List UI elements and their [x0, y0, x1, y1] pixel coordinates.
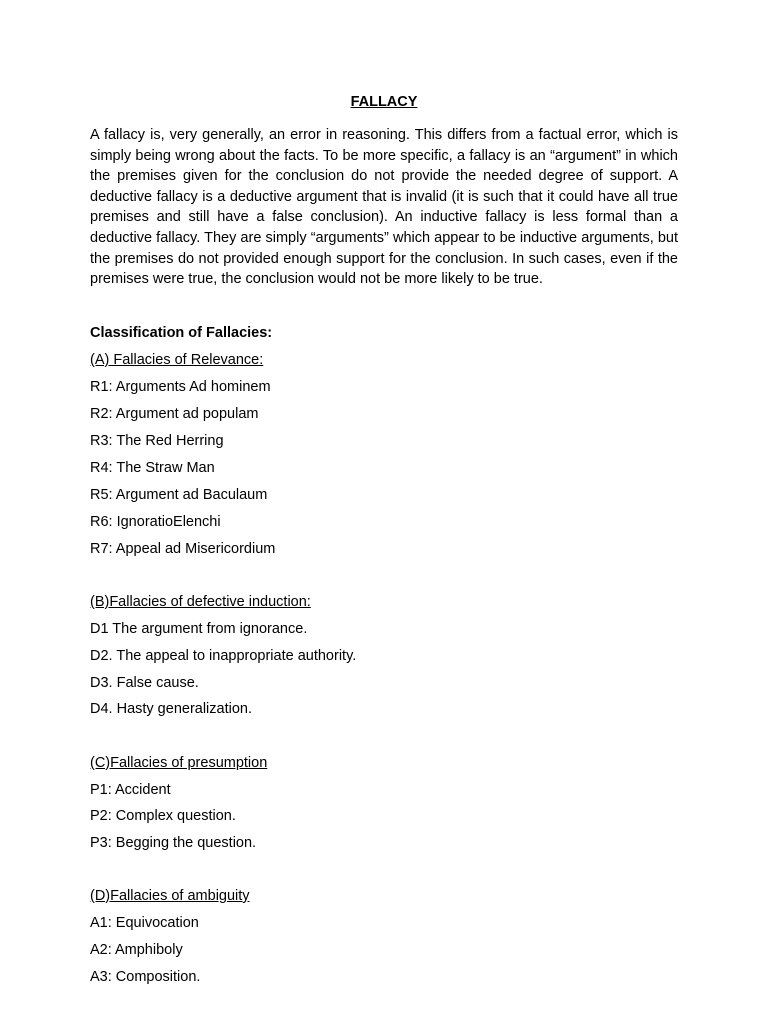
list-item: P1: Accident [90, 782, 171, 798]
list-item: R4: The Straw Man [90, 460, 215, 476]
list-item: R7: Appeal ad Misericordium [90, 541, 276, 557]
list-item: A2: Amphiboly [90, 942, 183, 958]
list-item: R5: Argument ad Baculaum [90, 487, 268, 503]
list-item: R6: IgnoratioElenchi [90, 514, 221, 530]
list-item: R3: The Red Herring [90, 433, 224, 449]
list-item: R1: Arguments Ad hominem [90, 379, 271, 395]
section-heading-ambiguity: (D)Fallacies of ambiguity [90, 888, 250, 904]
list-item: P2: Complex question. [90, 808, 236, 824]
section-heading-relevance: (A) Fallacies of Relevance: [90, 352, 264, 368]
section-heading-defective-induction: (B)Fallacies of defective induction: [90, 594, 311, 610]
classification-heading: Classification of Fallacies: [90, 325, 273, 341]
list-item: A3: Composition. [90, 969, 201, 985]
document-title: FALLACY [350, 94, 418, 110]
intro-paragraph: A fallacy is, very generally, an error in reasoning. This differs from a factual error, which is simply being wrong about the facts. To be more specific, a fallacy is an “argument” in which the premises given for the conclusion do not provide the needed degree of support. A deductive fallacy is a deductive argument that is invalid (it is such that it could have all true premises and still have a false conclusion). An inductive fallacy is less formal than a deductive fallacy. They are simply “arguments” which appear to be inductive arguments, but the premises do not provided enough support for the conclusion. In such cases, even if the premises were true, the conclusion would not be more likely to be true. [90, 127, 678, 288]
list-item: D1 The argument from ignorance. [90, 621, 308, 637]
list-item: D2. The appeal to inappropriate authority. [90, 648, 357, 664]
list-item: D3. False cause. [90, 675, 199, 691]
list-item: D4. Hasty generalization. [90, 701, 252, 717]
section-heading-presumption: (C)Fallacies of presumption [90, 755, 268, 771]
list-item: R2: Argument ad populam [90, 406, 259, 422]
list-item: A1: Equivocation [90, 915, 199, 931]
list-item: P3: Begging the question. [90, 835, 257, 851]
